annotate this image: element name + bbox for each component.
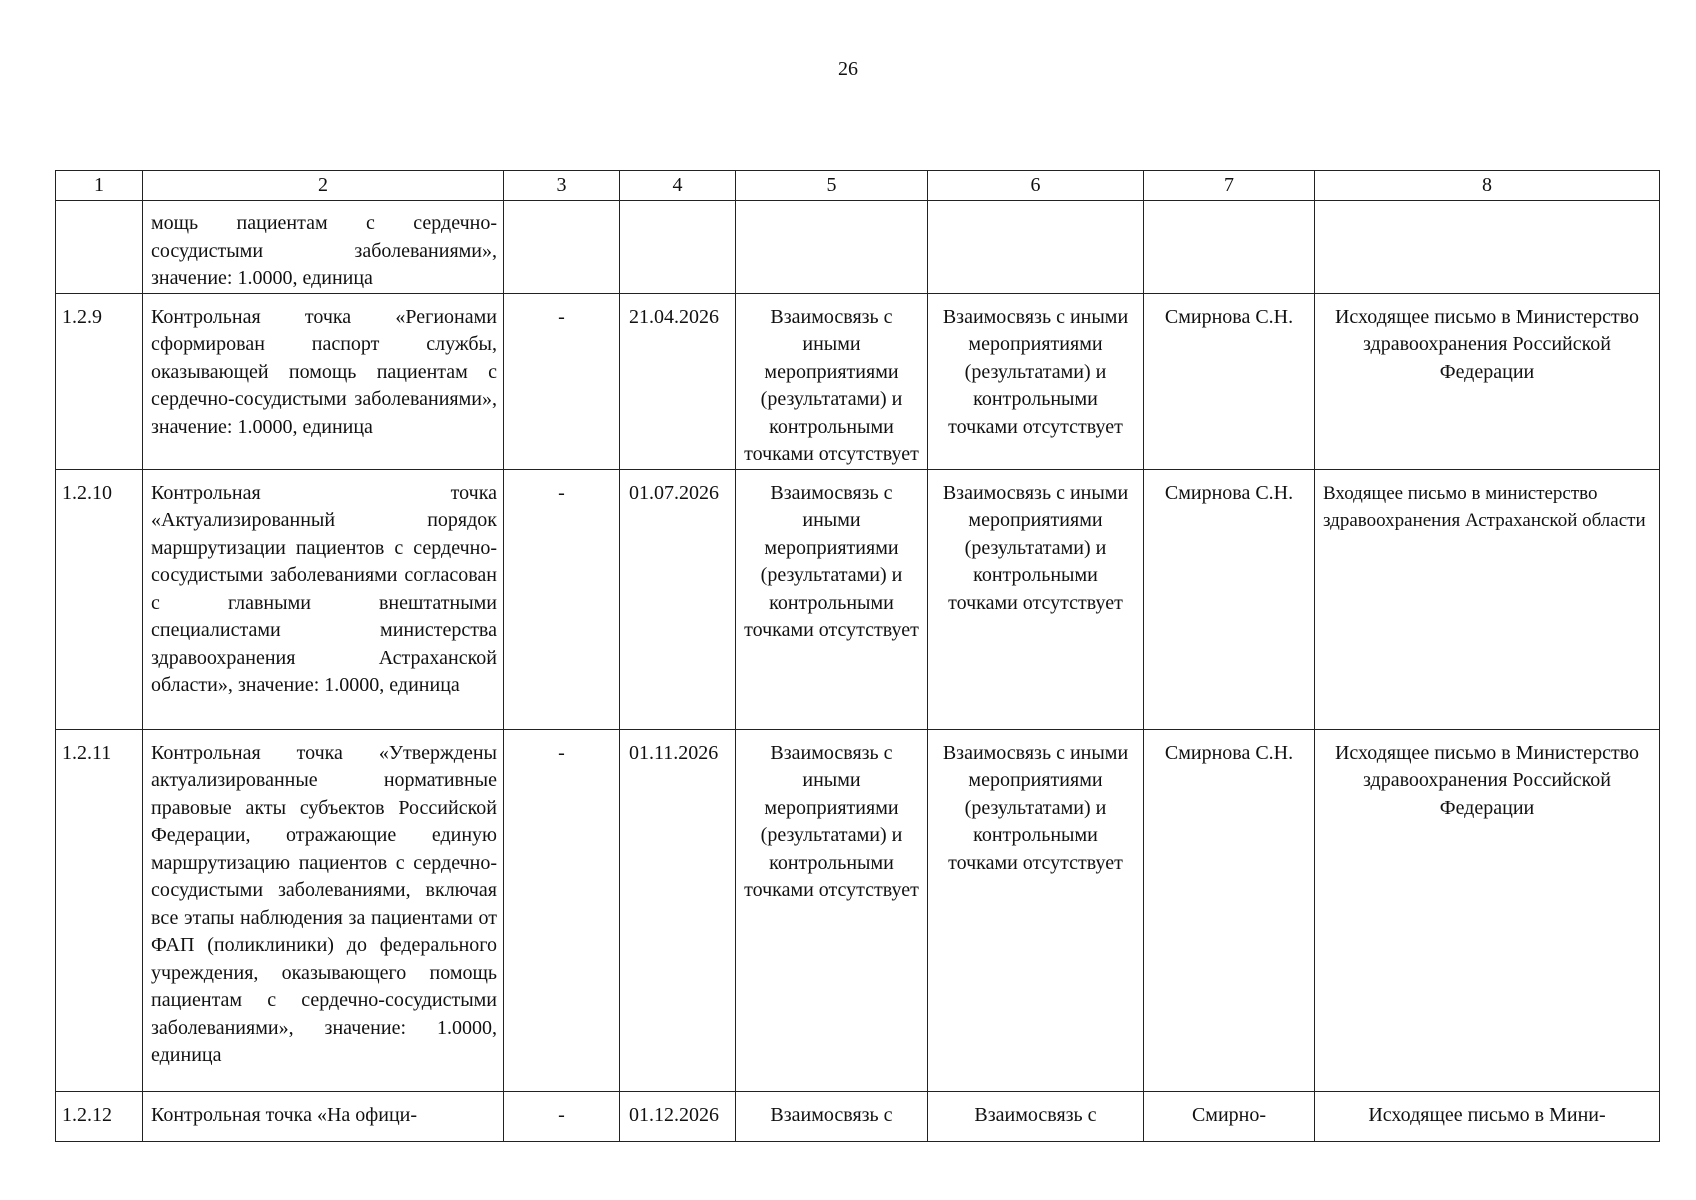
deadline-date: 01.07.2026 bbox=[620, 469, 736, 729]
column-3-value: - bbox=[504, 729, 620, 1091]
row-number: 1.2.9 bbox=[56, 293, 143, 469]
header-col-5: 5 bbox=[736, 171, 928, 201]
column-3-value: - bbox=[504, 1091, 620, 1141]
header-col-6: 6 bbox=[928, 171, 1144, 201]
control-point-description: Контрольная точка «Регионами сформирован паспорт службы, оказывающей помощь пациентам с сердечно-сосудистыми заболеваниями», значение: 1.0000, единица bbox=[143, 293, 504, 469]
row-number: 1.2.12 bbox=[56, 1091, 143, 1141]
row-number: 1.2.10 bbox=[56, 469, 143, 729]
header-col-3: 3 bbox=[504, 171, 620, 201]
successor-link: Взаимосвязь с иными мероприятиями (результатами) и контрольными точками отсутствует bbox=[928, 293, 1144, 469]
column-3-value bbox=[504, 201, 620, 294]
successor-link: Взаимосвязь с иными мероприятиями (результатами) и контрольными точками отсутствует bbox=[928, 469, 1144, 729]
column-3-value: - bbox=[504, 469, 620, 729]
table-header bbox=[56, 171, 1660, 201]
table-row-continuation bbox=[56, 201, 1660, 294]
page-number: 26 bbox=[838, 58, 858, 80]
table-row bbox=[56, 1091, 1660, 1141]
successor-link: Взаимосвязь с bbox=[928, 1091, 1144, 1141]
predecessor-link bbox=[736, 201, 928, 294]
control-point-description: Контрольная точка «На офици- bbox=[143, 1091, 504, 1141]
responsible-person: Смирнова С.Н. bbox=[1144, 729, 1315, 1091]
predecessor-link: Взаимосвязь с bbox=[736, 1091, 928, 1141]
header-row bbox=[56, 171, 1660, 201]
predecessor-link: Взаимосвязь с иными мероприятиями (результатами) и контрольными точками отсутствует bbox=[736, 729, 928, 1091]
deadline-date: 01.12.2026 bbox=[620, 1091, 736, 1141]
header-col-1: 1 bbox=[56, 171, 143, 201]
confirming-document: Исходящее письмо в Министерство здравоохранения Российской Федерации bbox=[1315, 293, 1660, 469]
row-number bbox=[56, 201, 143, 294]
responsible-person bbox=[1144, 201, 1315, 294]
predecessor-link: Взаимосвязь с иными мероприятиями (результатами) и контрольными точками отсутствует bbox=[736, 469, 928, 729]
table-body bbox=[56, 201, 1660, 1142]
deadline-date bbox=[620, 201, 736, 294]
header-col-4: 4 bbox=[620, 171, 736, 201]
confirming-document: Исходящее письмо в Министерство здравоохранения Российской Федерации bbox=[1315, 729, 1660, 1091]
table-row bbox=[56, 469, 1660, 729]
table-row bbox=[56, 729, 1660, 1091]
row-number: 1.2.11 bbox=[56, 729, 143, 1091]
header-col-8: 8 bbox=[1315, 171, 1660, 201]
successor-link bbox=[928, 201, 1144, 294]
responsible-person: Смирнова С.Н. bbox=[1144, 469, 1315, 729]
successor-link: Взаимосвязь с иными мероприятиями (результатами) и контрольными точками отсутствует bbox=[928, 729, 1144, 1091]
control-point-description: Контрольная точка «Утверждены актуализированные нормативные правовые акты субъектов Российской Федерации, отражающие единую маршрутизацию пациентов с сердечно-сосудистыми заболеваниями, включая все этапы наблюдения за пациентами от ФАП (поликлиники) до федерального учреждения, оказывающего помощь пациентам с сердечно-сосудистыми заболеваниями», значение: 1.0000, единица bbox=[143, 729, 504, 1091]
responsible-person: Смирно- bbox=[1144, 1091, 1315, 1141]
column-3-value: - bbox=[504, 293, 620, 469]
confirming-document bbox=[1315, 201, 1660, 294]
control-points-table bbox=[55, 170, 1660, 1142]
header-col-7: 7 bbox=[1144, 171, 1315, 201]
control-point-description: Контрольная точка «Актуализированный порядок маршрутизации пациентов с сердечно-сосудистыми заболеваниями согласован с главными внештатными специалистами министерства здравоохранения Астраханской области», значение: 1.0000, единица bbox=[143, 469, 504, 729]
predecessor-link: Взаимосвязь с иными мероприятиями (результатами) и контрольными точками отсутствует bbox=[736, 293, 928, 469]
deadline-date: 01.11.2026 bbox=[620, 729, 736, 1091]
confirming-document: Входящее письмо в министерство здравоохранения Астраханской области bbox=[1315, 469, 1660, 729]
responsible-person: Смирнова С.Н. bbox=[1144, 293, 1315, 469]
table-row bbox=[56, 293, 1660, 469]
deadline-date: 21.04.2026 bbox=[620, 293, 736, 469]
control-point-description: мощь пациентам с сердечно-сосудистыми заболеваниями», значение: 1.0000, единица bbox=[143, 201, 504, 294]
header-col-2: 2 bbox=[143, 171, 504, 201]
confirming-document: Исходящее письмо в Мини- bbox=[1315, 1091, 1660, 1141]
